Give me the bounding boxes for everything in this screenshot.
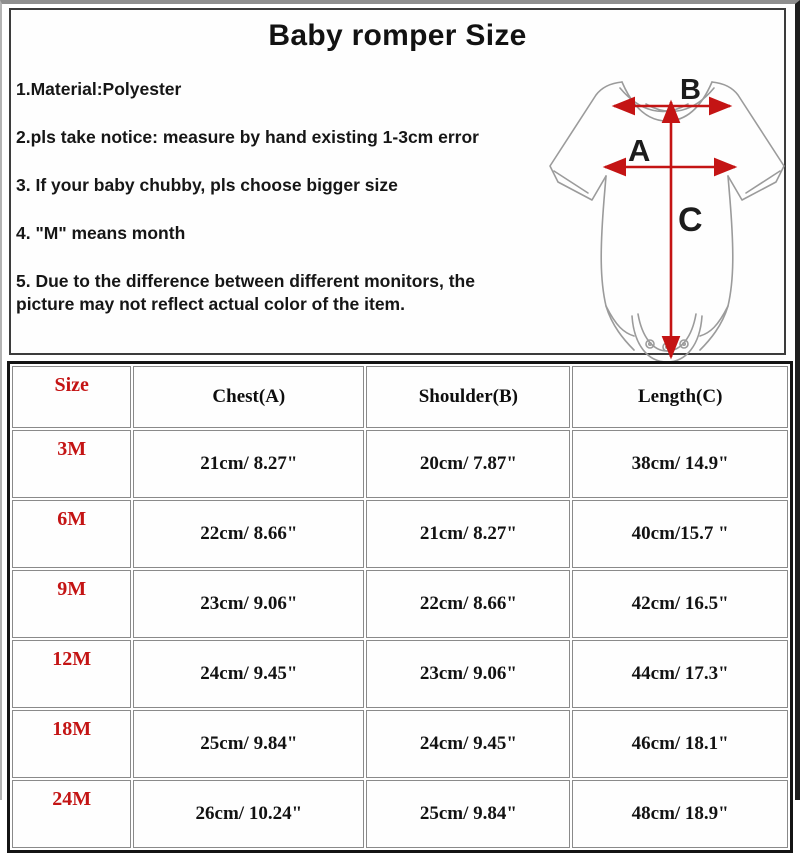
length-value: 38cm/ 14.9" (572, 430, 788, 498)
table-row-3m (12, 430, 788, 498)
length-value: 44cm/ 17.3" (572, 640, 788, 708)
shoulder-value: 21cm/ 8.27" (366, 500, 570, 568)
shoulder-value: 20cm/ 7.87" (366, 430, 570, 498)
info-panel (9, 8, 786, 355)
chest-value: 23cm/ 9.06" (133, 570, 364, 638)
chest-value: 24cm/ 9.45" (133, 640, 364, 708)
note-monitor-color: 5. Due to the difference between different monitors, the picture may not reflect actual color of the item. (16, 271, 475, 314)
chest-value: 25cm/ 9.84" (133, 710, 364, 778)
col-header-shoulder: Shoulder(B) (366, 366, 570, 428)
size-label: 24M (12, 780, 131, 848)
size-table (7, 361, 793, 853)
chest-label: A (628, 133, 651, 168)
table-row-24m (12, 780, 788, 848)
shoulder-value: 25cm/ 9.84" (366, 780, 570, 848)
size-label: 12M (12, 640, 131, 708)
col-header-length: Length(C) (572, 366, 788, 428)
romper-diagram (534, 68, 798, 364)
col-header-chest: Chest(A) (133, 366, 364, 428)
size-label: 3M (12, 430, 131, 498)
chest-value: 22cm/ 8.66" (133, 500, 364, 568)
shoulder-value: 24cm/ 9.45" (366, 710, 570, 778)
length-value: 48cm/ 18.9" (572, 780, 788, 848)
notes-list (16, 78, 524, 316)
page-title: Baby romper Size (268, 19, 527, 52)
chest-value: 26cm/ 10.24" (133, 780, 364, 848)
length-value: 46cm/ 18.1" (572, 710, 788, 778)
shoulder-value: 22cm/ 8.66" (366, 570, 570, 638)
chest-value: 21cm/ 8.27" (133, 430, 364, 498)
note-material: 1.Material:Polyester (16, 79, 182, 99)
size-label: 9M (12, 570, 131, 638)
shoulder-label: B (680, 74, 701, 106)
shoulder-value: 23cm/ 9.06" (366, 640, 570, 708)
size-label: 6M (12, 500, 131, 568)
table-row-9m (12, 570, 788, 638)
size-label: 18M (12, 710, 131, 778)
table-row-6m (12, 500, 788, 568)
romper-outline-icon (550, 82, 784, 362)
col-header-size: Size (12, 366, 131, 428)
table-row-18m (12, 710, 788, 778)
length-label: C (678, 201, 703, 239)
length-value: 40cm/15.7 " (572, 500, 788, 568)
note-chubby: 3. If your baby chubby, pls choose bigger size (16, 175, 398, 195)
size-table-header-row (12, 366, 788, 428)
note-month: 4. "M" means month (16, 223, 186, 243)
measurement-arrows (605, 102, 735, 357)
length-value: 42cm/ 16.5" (572, 570, 788, 638)
note-measure-error: 2.pls take notice: measure by hand existing 1-3cm error (16, 127, 479, 147)
table-row-12m (12, 640, 788, 708)
